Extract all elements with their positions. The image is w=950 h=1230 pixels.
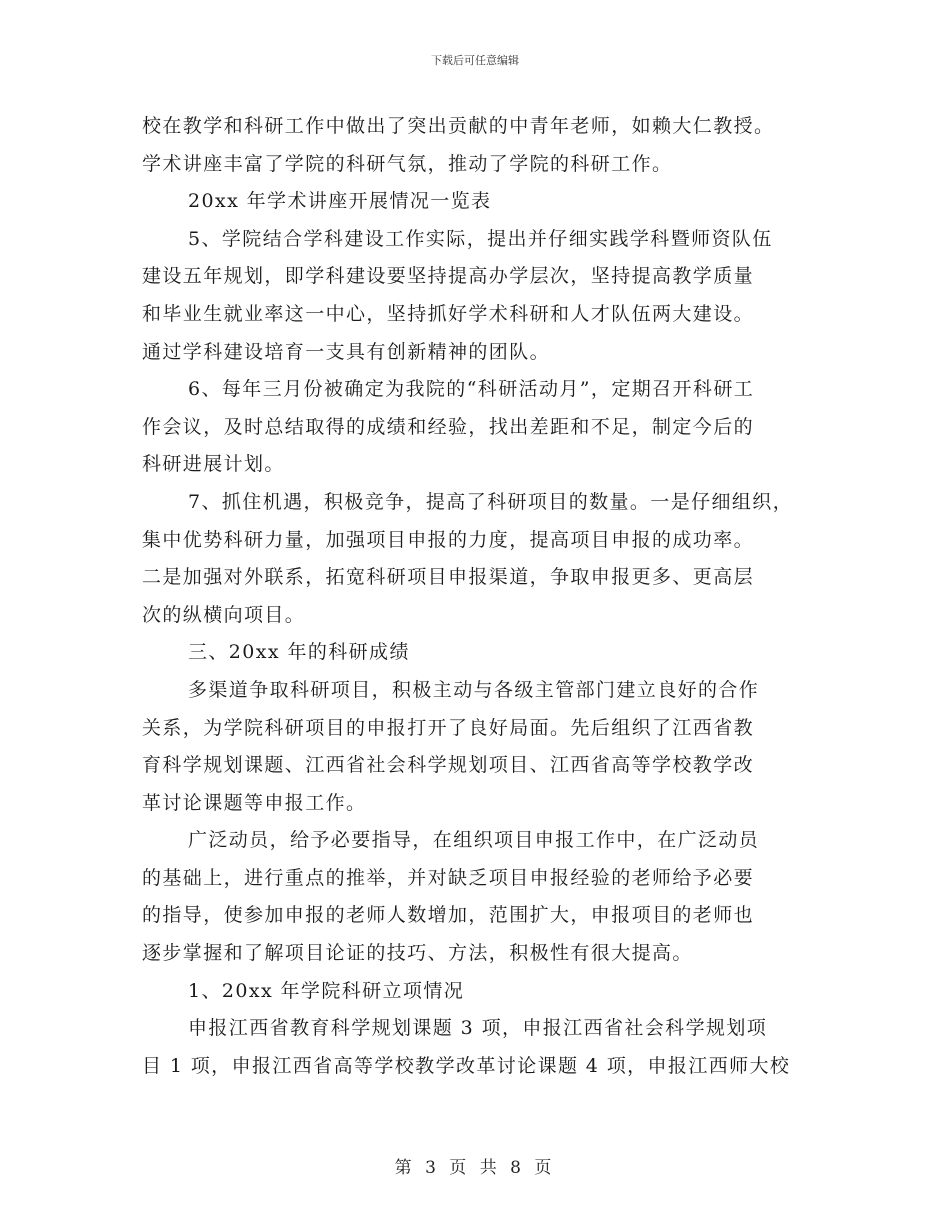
text-line: 通过学科建设培育一支具有创新精神的团队。 — [142, 340, 551, 363]
text-line: 革讨论课题等申报工作。 — [142, 791, 367, 814]
table-caption: 20xx 年学术讲座开展情况一览表 — [188, 190, 492, 213]
paragraph-first-line: 申报江西省教育科学规划课题 3 项，申报江西省社会科学规划项 — [188, 1017, 768, 1040]
text-line: 和毕业生就业率这一中心，坚持抓好学术科研和人才队伍两大建设。 — [142, 302, 755, 325]
paragraph-first-line: 多渠道争取科研项目，积极主动与各级主管部门建立良好的合作 — [188, 678, 760, 701]
paragraph-first-line: 6、每年三月份被确定为我院的“科研活动月”，定期召开科研工 — [188, 378, 755, 401]
text-line: 的基础上，进行重点的推举，并对缺乏项目申报经验的老师给予必要 — [142, 866, 755, 889]
subsection-heading: 1、20xx 年学院科研立项情况 — [188, 979, 465, 1002]
document-body — [142, 108, 832, 1085]
page-header: 下载后可任意编辑 — [431, 54, 519, 67]
text-line: 目 1 项，申报江西省高等学校教学改革讨论课题 4 项，申报江西师大校 — [142, 1054, 791, 1077]
text-line: 作会议，及时总结取得的成绩和经验，找出差距和不足，制定今后的 — [142, 415, 755, 438]
paragraph-first-line: 7、抓住机遇，积极竞争，提高了科研项目的数量。一是仔细组织， — [188, 490, 794, 513]
section-heading: 三、20xx 年的科研成绩 — [188, 641, 410, 664]
text-line: 关系，为学院科研项目的申报打开了良好局面。先后组织了江西省教 — [142, 716, 755, 739]
text-line: 次的纵横向项目。 — [142, 603, 306, 626]
text-line: 集中优势科研力量，加强项目申报的力度，提高项目申报的成功率。 — [142, 528, 755, 551]
text-line: 校在教学和科研工作中做出了突出贡献的中青年老师，如赖大仁教授。 — [142, 115, 775, 137]
text-line: 科研进展计划。 — [142, 453, 285, 476]
text-line: 建设五年规划，即学科建设要坚持提高办学层次，坚持提高教学质量 — [142, 265, 755, 288]
page-footer: 第 3 页 共 8 页 — [394, 1158, 556, 1178]
paragraph-first-line: 广泛动员，给予必要指导，在组织项目申报工作中，在广泛动员 — [188, 829, 760, 852]
text-line: 育科学规划课题、江西省社会科学规划项目、江西省高等学校教学改 — [142, 754, 755, 777]
text-line: 二是加强对外联系，拓宽科研项目申报渠道，争取申报更多、更高层 — [142, 566, 755, 589]
text-line: 逐步掌握和了解项目论证的技巧、方法，积极性有很大提高。 — [142, 942, 693, 965]
paragraph-first-line: 5、学院结合学科建设工作实际，提出并仔细实践学科暨师资队伍 — [188, 227, 773, 250]
text-line: 的指导，使参加申报的老师人数增加，范围扩大，申报项目的老师也 — [142, 904, 755, 927]
text-line: 学术讲座丰富了学院的科研气氛，推动了学院的科研工作。 — [142, 152, 673, 175]
